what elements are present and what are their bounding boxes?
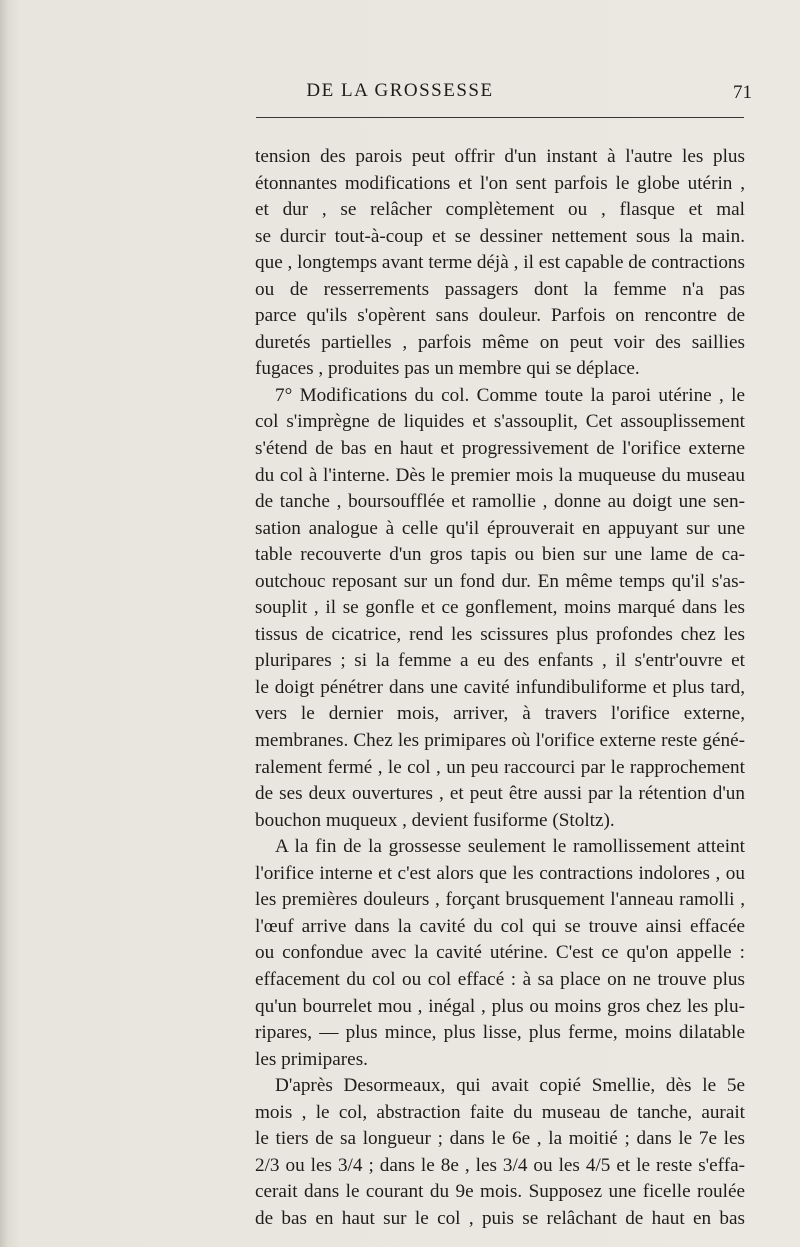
section-heading-line: 7° Modifications du col. Comme toute la paroi utérine , le (275, 384, 745, 406)
text-line: que , longtemps avant terme déjà , il est capable de contractions (255, 252, 745, 274)
text-line: membranes. Chez les primipares où l'orifice externe reste géné- (255, 730, 745, 752)
page-header (0, 80, 800, 110)
text-line: A la fin de la grossesse seulement le ramollissement atteint (275, 836, 745, 858)
text-line: table recouverte d'un gros tapis ou bien sur une lame de ca- (255, 544, 745, 566)
text-line: mois , le col, abstraction faite du museau de tanche, aurait (255, 1101, 745, 1123)
text-line: les premières douleurs , forçant brusquement l'anneau ramolli , (255, 889, 745, 911)
header-rule (256, 117, 744, 118)
text-line: de ses deux ouvertures , et peut être aussi par la rétention d'un (255, 783, 745, 805)
text-line: et dur , se relâcher complètement ou , flasque et mal (255, 199, 745, 221)
text-line: se durcir tout-à-coup et se dessiner nettement sous la main. (255, 225, 745, 247)
text-line: étonnantes modifications et l'on sent parfois le globe utérin , (255, 172, 745, 194)
text-line: s'étend de bas en haut et progressivement de l'orifice externe (255, 438, 745, 460)
text-line: duretés partielles , parfois même on peut voir des saillies (255, 331, 745, 353)
text-line: le doigt pénétrer dans une cavité infundibuliforme et plus tard, (255, 676, 745, 698)
text-line: de bas en haut sur le col , puis se relâchant de haut en bas (255, 1207, 745, 1229)
text-line: ralement fermé , le col , un peu raccourci par le rapprochement (255, 756, 745, 778)
text-line: fugaces , produites pas un membre qui se déplace. (255, 358, 640, 380)
text-line: souplit , il se gonfle et ce gonflement, moins marqué dans les (255, 597, 745, 619)
text-line: tension des parois peut offrir d'un instant à l'autre les plus (255, 146, 745, 167)
text-line: ou de resserrements passagers dont la femme n'a pas (255, 278, 745, 300)
text-line: ou confondue avec la cavité utérine. C'est ce qu'on appelle : (255, 942, 745, 964)
text-line: les primipares. (255, 1048, 368, 1070)
text-line: l'orifice interne et c'est alors que les contractions indolores , ou (255, 862, 745, 884)
text-line: bouchon muqueux , devient fusiforme (Stoltz). (255, 809, 615, 831)
running-title: DE LA GROSSESSE (306, 80, 494, 101)
text-line: effacement du col ou col effacé : à sa place on ne trouve plus (255, 968, 745, 990)
text-line: l'œuf arrive dans la cavité du col qui se trouve ainsi effacée (255, 915, 745, 937)
text-line: de tanche , boursoufflée et ramollie , donne au doigt une sen- (255, 491, 745, 513)
text-line: du col à l'interne. Dès le premier mois la muqueuse du museau (255, 464, 745, 486)
text-line: parce qu'ils s'opèrent sans douleur. Parfois on rencontre de (255, 305, 745, 327)
text-line: tissus de cicatrice, rend les scissures plus profondes chez les (255, 623, 745, 645)
text-line: cerait dans le courant du 9e mois. Supposez une ficelle roulée (255, 1181, 745, 1203)
text-line: col s'imprègne de liquides et s'assouplit, Cet assouplissement (255, 411, 745, 433)
text-line: sation analogue à celle qu'il éprouverait en appuyant sur une (255, 517, 745, 539)
text-line: vers le dernier mois, arriver, à travers l'orifice externe, (255, 703, 745, 725)
page-number: 71 (733, 82, 752, 103)
text-line: D'après Desormeaux, qui avait copié Smellie, dès le 5e (275, 1075, 745, 1097)
text-line: 2/3 ou les 3/4 ; dans le 8e , les 3/4 ou les 4/5 et le reste s'effa- (255, 1154, 745, 1176)
text-line: ripares, — plus mince, plus lisse, plus ferme, moins dilatable (255, 1022, 745, 1044)
text-line: le tiers de sa longueur ; dans le 6e , la moitié ; dans le 7e les (255, 1128, 745, 1150)
body-text (255, 144, 745, 1232)
text-line: pluripares ; si la femme a eu des enfants , il s'entr'ouvre et (255, 650, 745, 672)
text-line: outchouc reposant sur un fond dur. En même temps qu'il s'as- (255, 570, 745, 592)
text-line: qu'un bourrelet mou , inégal , plus ou moins gros chez les plu- (255, 995, 745, 1017)
